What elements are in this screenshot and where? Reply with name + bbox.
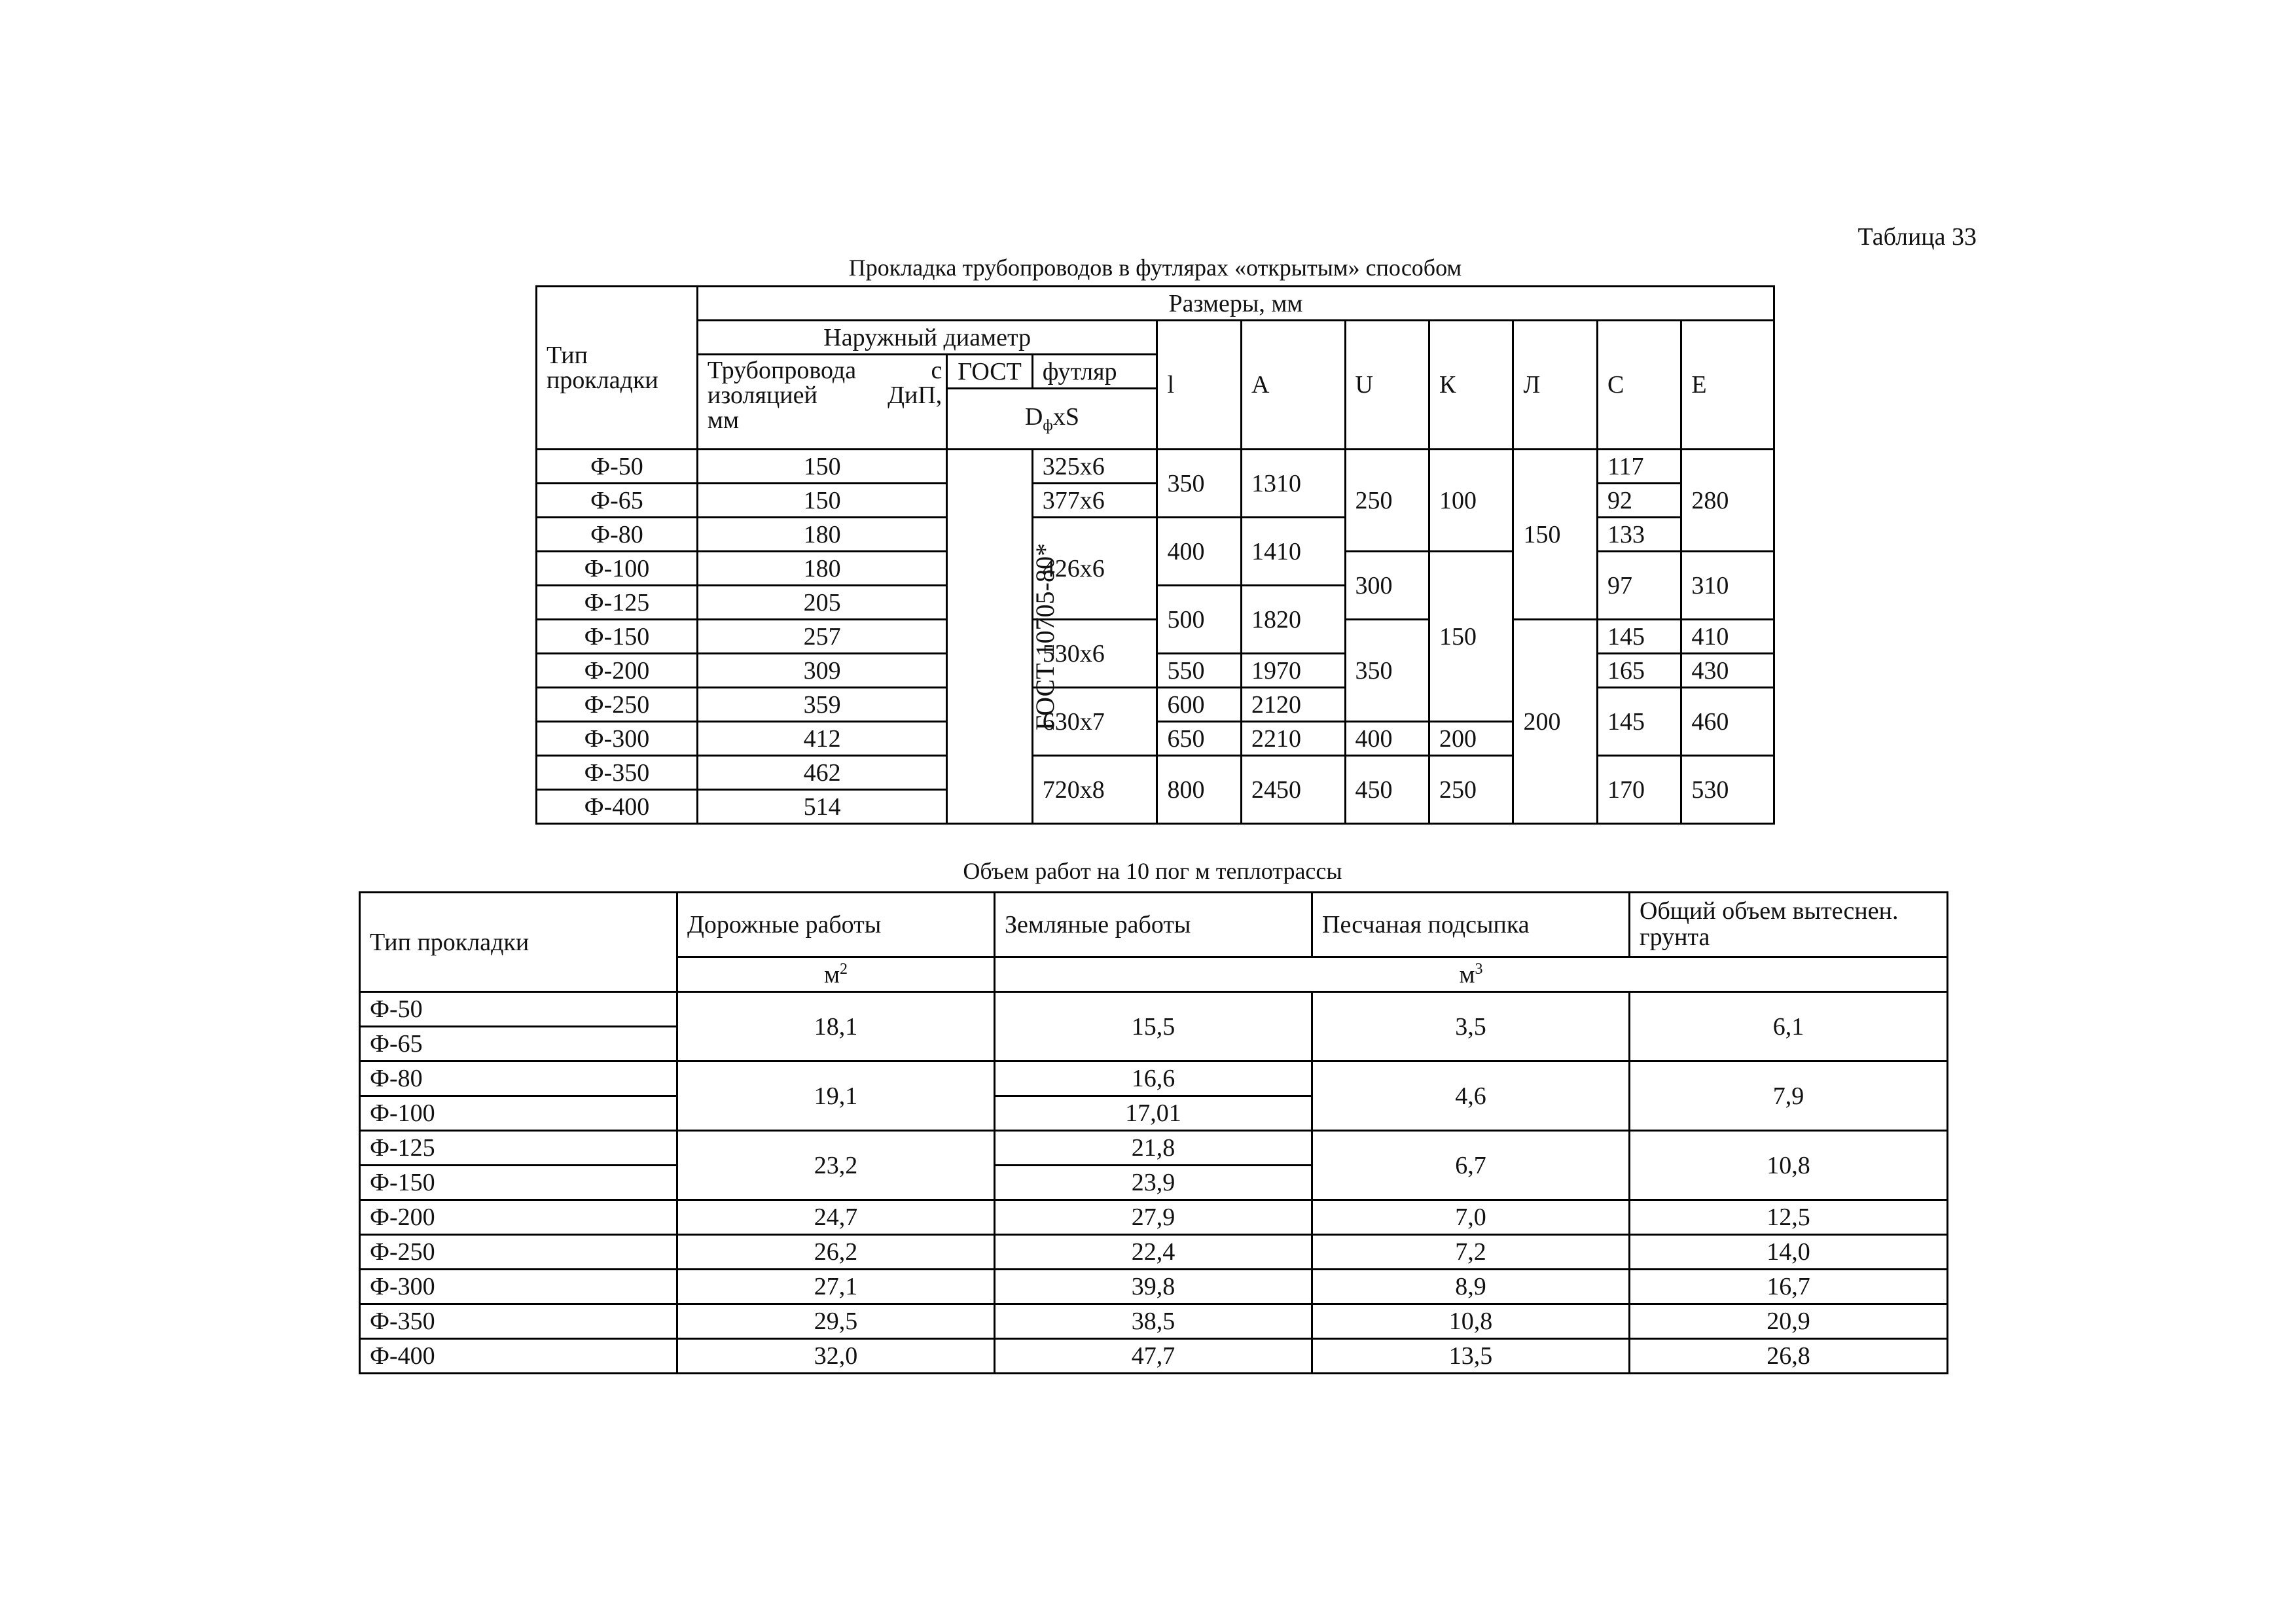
type-cell: Ф-100	[537, 552, 698, 586]
sand-cell: 6,7	[1312, 1131, 1630, 1200]
total-cell: 6,1	[1630, 992, 1948, 1061]
sand-cell: 8,9	[1312, 1270, 1630, 1304]
diameter-cell: 205	[697, 586, 946, 620]
k-cell: 250	[1429, 756, 1513, 824]
table2-caption: Объем работ на 10 пог м теплотрассы	[963, 858, 1342, 884]
table-number: Таблица 33	[1857, 223, 1977, 251]
l-cell: 650	[1157, 722, 1241, 756]
type-cell: Ф-50	[537, 450, 698, 484]
total-cell: 26,8	[1630, 1339, 1948, 1374]
e-cell: 430	[1681, 654, 1774, 688]
sand-cell: 7,0	[1312, 1200, 1630, 1235]
diameter-cell: 462	[697, 756, 946, 790]
road-cell: 29,5	[677, 1304, 995, 1339]
c-cell: 117	[1597, 450, 1681, 484]
header-pipe-line3: мм	[707, 406, 739, 434]
diameter-cell: 150	[697, 450, 946, 484]
road-cell: 23,2	[677, 1131, 995, 1200]
l-cyr-cell: 150	[1513, 450, 1597, 620]
type-cell: Ф-125	[537, 586, 698, 620]
sand-cell: 3,5	[1312, 992, 1630, 1061]
header-displaced-soil: Общий объем вытеснен. грунта	[1630, 893, 1948, 957]
type-cell: Ф-400	[537, 790, 698, 824]
unit-m3-sup: 3	[1475, 961, 1483, 978]
a-cell: 1310	[1241, 450, 1345, 518]
header-pipe-line1: Трубопровода с	[707, 357, 942, 384]
c-cell: 133	[1597, 518, 1681, 552]
l-cell: 600	[1157, 688, 1241, 722]
road-cell: 26,2	[677, 1235, 995, 1270]
type-cell: Ф-250	[537, 688, 698, 722]
type-cell: Ф-65	[537, 484, 698, 518]
type-cell: Ф-200	[537, 654, 698, 688]
header-a: A	[1241, 321, 1345, 450]
earth-cell: 38,5	[995, 1304, 1312, 1339]
earth-cell: 17,01	[995, 1096, 1312, 1131]
work-volume-table	[359, 891, 1948, 1374]
e-cell: 310	[1681, 552, 1774, 620]
header-pipe-line2: изоляцией ДиП,	[707, 382, 942, 409]
type-cell: Ф-350	[360, 1304, 677, 1339]
header-sizes: Размеры, мм	[697, 287, 1774, 321]
unit-m3-base: м	[1459, 961, 1475, 989]
gost-cell	[947, 450, 1060, 824]
l-cyr-cell: 200	[1513, 620, 1597, 824]
a-cell: 2210	[1241, 722, 1345, 756]
road-cell: 24,7	[677, 1200, 995, 1235]
l-cell: 350	[1157, 450, 1241, 518]
header-gost: ГОСТ	[947, 355, 1032, 389]
a-cell: 1410	[1241, 518, 1345, 586]
header-e: Е	[1681, 321, 1774, 450]
k-cell: 200	[1429, 722, 1513, 756]
total-cell: 12,5	[1630, 1200, 1948, 1235]
diameter-cell: 180	[697, 518, 946, 552]
case-cell: 720x8	[1032, 756, 1157, 824]
a-cell: 1970	[1241, 654, 1345, 688]
total-cell: 20,9	[1630, 1304, 1948, 1339]
unit-m2-sup: 2	[840, 961, 848, 978]
u-cell: 450	[1345, 756, 1429, 824]
e-cell: 460	[1681, 688, 1774, 756]
type-cell: Ф-350	[537, 756, 698, 790]
type-cell: Ф-150	[360, 1166, 677, 1200]
type-cell: Ф-200	[360, 1200, 677, 1235]
unit-m2-base: м	[823, 961, 840, 989]
header-dfs-d: D	[1024, 402, 1043, 431]
u-cell: 250	[1345, 450, 1429, 552]
header-dfs-sub: ф	[1043, 417, 1053, 435]
total-cell: 14,0	[1630, 1235, 1948, 1270]
type-cell: Ф-50	[360, 992, 677, 1027]
type-cell: Ф-80	[360, 1061, 677, 1096]
type-cell: Ф-65	[360, 1027, 677, 1061]
total-cell: 7,9	[1630, 1061, 1948, 1131]
u-cell: 400	[1345, 722, 1429, 756]
diameter-cell: 180	[697, 552, 946, 586]
diameter-cell: 412	[697, 722, 946, 756]
case-cell: 377x6	[1032, 484, 1157, 518]
case-cell: 530x6	[1032, 620, 1157, 688]
diameter-cell: 150	[697, 484, 946, 518]
table1-caption: Прокладка трубопроводов в футлярах «открытым» способом	[848, 255, 1462, 281]
c-cell: 145	[1597, 620, 1681, 654]
road-cell: 19,1	[677, 1061, 995, 1131]
l-cell: 500	[1157, 586, 1241, 654]
header-road-works: Дорожные работы	[677, 893, 995, 957]
e-cell: 410	[1681, 620, 1774, 654]
unit-m3	[995, 957, 1948, 992]
diameter-cell: 359	[697, 688, 946, 722]
type-cell: Ф-150	[537, 620, 698, 654]
road-cell: 32,0	[677, 1339, 995, 1374]
unit-m2	[677, 957, 995, 992]
k-cell: 100	[1429, 450, 1513, 552]
earth-cell: 23,9	[995, 1166, 1312, 1200]
header-type: Тип прокладки	[360, 893, 677, 992]
e-cell: 280	[1681, 450, 1774, 552]
type-cell: Ф-400	[360, 1339, 677, 1374]
header-outer-diameter: Наружный диаметр	[697, 321, 1157, 355]
type-cell: Ф-100	[360, 1096, 677, 1131]
diameter-cell: 309	[697, 654, 946, 688]
total-cell: 16,7	[1630, 1270, 1948, 1304]
type-cell: Ф-250	[360, 1235, 677, 1270]
case-cell: 325x6	[1032, 450, 1157, 484]
c-cell: 165	[1597, 654, 1681, 688]
gost-value: ГОСТ 10705-80*	[1030, 543, 1060, 730]
a-cell: 2120	[1241, 688, 1345, 722]
header-l: l	[1157, 321, 1241, 450]
sand-cell: 13,5	[1312, 1339, 1630, 1374]
diameter-cell: 257	[697, 620, 946, 654]
header-type: Тип прокладки	[537, 287, 698, 450]
header-pipe-diameter	[697, 355, 946, 450]
a-cell: 2450	[1241, 756, 1345, 824]
l-cell: 400	[1157, 518, 1241, 586]
type-cell: Ф-300	[537, 722, 698, 756]
header-case: футляр	[1032, 355, 1157, 389]
header-earth-works: Земляные работы	[995, 893, 1312, 957]
road-cell: 27,1	[677, 1270, 995, 1304]
total-cell: 10,8	[1630, 1131, 1948, 1200]
earth-cell: 21,8	[995, 1131, 1312, 1166]
casing-dimensions-table	[535, 285, 1775, 825]
road-cell: 18,1	[677, 992, 995, 1061]
u-cell: 350	[1345, 620, 1429, 722]
case-cell: 630x7	[1032, 688, 1157, 756]
c-cell: 92	[1597, 484, 1681, 518]
earth-cell: 27,9	[995, 1200, 1312, 1235]
c-cell: 97	[1597, 552, 1681, 620]
diameter-cell: 514	[697, 790, 946, 824]
header-k: К	[1429, 321, 1513, 450]
earth-cell: 39,8	[995, 1270, 1312, 1304]
header-sand-bedding: Песчаная подсыпка	[1312, 893, 1630, 957]
header-dfs	[947, 389, 1157, 450]
l-cell: 800	[1157, 756, 1241, 824]
c-cell: 170	[1597, 756, 1681, 824]
case-cell: 426x6	[1032, 518, 1157, 620]
k-cell: 150	[1429, 552, 1513, 722]
sand-cell: 10,8	[1312, 1304, 1630, 1339]
c-cell: 145	[1597, 688, 1681, 756]
earth-cell: 15,5	[995, 992, 1312, 1061]
earth-cell: 47,7	[995, 1339, 1312, 1374]
e-cell: 530	[1681, 756, 1774, 824]
header-c: С	[1597, 321, 1681, 450]
a-cell: 1820	[1241, 586, 1345, 654]
type-cell: Ф-80	[537, 518, 698, 552]
sand-cell: 7,2	[1312, 1235, 1630, 1270]
type-cell: Ф-300	[360, 1270, 677, 1304]
header-u: U	[1345, 321, 1429, 450]
header-dfs-tail: xS	[1052, 402, 1079, 431]
earth-cell: 16,6	[995, 1061, 1312, 1096]
u-cell: 300	[1345, 552, 1429, 620]
l-cell: 550	[1157, 654, 1241, 688]
header-l-cyr: Л	[1513, 321, 1597, 450]
sand-cell: 4,6	[1312, 1061, 1630, 1131]
type-cell: Ф-125	[360, 1131, 677, 1166]
earth-cell: 22,4	[995, 1235, 1312, 1270]
